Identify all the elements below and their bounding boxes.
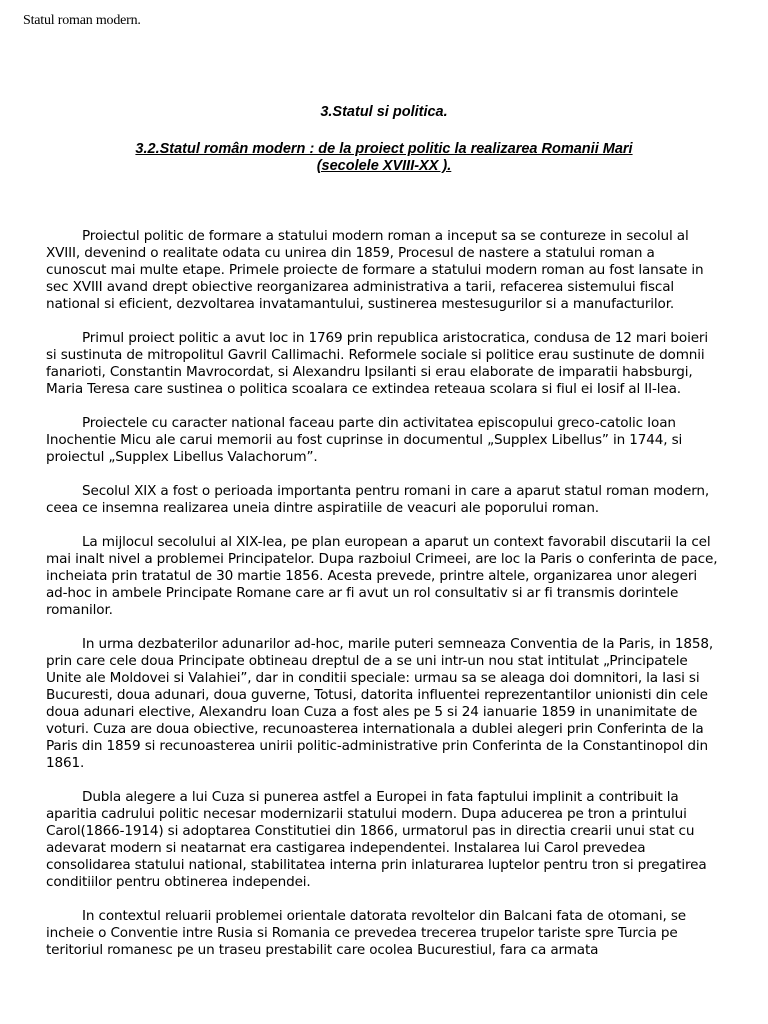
paragraph-3: Proiectele cu caracter national faceau parte din activitatea episcopului greco-catolic Ioan Inochentie Micu ale carui memorii au fost cuprinse in documentul „Supplex Libellus” in 1744, si proiectul „Supplex Libellus Valachorum”.: [46, 415, 683, 465]
paragraph-7: Dubla alegere a lui Cuza si punerea astfel a Europei in fata faptului implinit a contribuit la aparitia cadrului politic necesar modernizarii statului modern. Dupa aducerea pe tron a printului Carol(1866-1914) si adoptarea Constitutiei din 1866, urmatorul pas in directia crearii unui stat cu adevarat modern si neatarnat era castigarea independentei. Instalarea lui Carol prevedea consolidarea statului national, stabilitatea interna prin inlaturarea luptelor pentru tron si pregatirea conditiilor pentru obtinerea independei.: [46, 789, 707, 890]
paragraph-4: Secolul XIX a fost o perioada importanta pentru romani in care a aparut statul roman modern, ceea ce insemna realizarea uneia dintre aspiratiile de veacuri ale poporului roman.: [46, 483, 710, 516]
section-heading-line2: (secolele XVIII-XX ).: [316, 158, 452, 174]
document-header: Statul roman modern.: [23, 13, 141, 28]
paragraph-6: In urma dezbaterilor adunarilor ad-hoc, marile puteri semneaza Conventia de la Paris, in 1858, prin care cele doua Principate obtineau dreptul de a se uni intr-un nou stat intitulat „Principatele Unite ale Moldovei si Valahiei”, dar in conditii speciale: urmau sa se aleaga doi domnitori, la Iasi si Bucuresti, doua adunari, doua guverne, Totusi, datorita influentei reprezentantilor unionisti din cele doua adunari elective, Alexandru Ioan Cuza a fost ales pe 5 si 24 ianuarie 1859 in unanimitate de voturi. Cuza are doua obiective, recunoasterea internationala a dublei alegeri prin Conferinta de la Paris din 1859 si recunoasterea unirii politic-administrative prin Conferinta de la Constantinopol din 1861.: [46, 636, 714, 771]
section-heading: [0, 141, 768, 175]
body-text: [46, 228, 718, 976]
chapter-heading: 3.Statul si politica.: [320, 104, 448, 120]
paragraph-8: In contextul reluarii problemei orientale datorata revoltelor din Balcani fata de otomani, se incheie o Conventie intre Rusia si Romania ce prevedea trecerea trupelor tariste spre Turcia pe teritoriul romanesc pe un traseu prestabilit care ocolea Bucurestiul, fara ca armata: [46, 908, 686, 958]
paragraph-2: Primul proiect politic a avut loc in 1769 prin republica aristocratica, condusa de 12 mari boieri si sustinuta de mitropolitul Gavril Callimachi. Reformele sociale si politice erau sustinute de domnii fanarioti, Constantin Mavrocordat, si Alexandru Ipsilanti si erau elaborate de imparatii habsburgi, Maria Teresa care sustinea o politica scoalara ce extindea reteaua scolara si fiul ei Iosif al II-lea.: [46, 330, 708, 397]
paragraph-5: La mijlocul secolului al XIX-lea, pe plan european a aparut un context favorabil discutarii la cel mai inalt nivel a problemei Principatelor. Dupa razboiul Crimeei, are loc la Paris o conferinta de pace, incheiata prin tratatul de 30 martie 1856. Acesta prevede, printre altele, organizarea unor alegeri ad-hoc in ambele Principate Romane care ar fi avut un rol consultativ si ar fi transmis dorintele romanilor.: [46, 534, 718, 618]
section-heading-line1: 3.2.Statul român modern : de la proiect politic la realizarea Romanii Mari: [135, 141, 633, 157]
paragraph-1: Proiectul politic de formare a statului modern roman a inceput sa se contureze in secolul al XVIII, devenind o realitate odata cu unirea din 1859, Procesul de nastere a statului roman a cunoscut mai multe etape. Primele proiecte de formare a statului modern roman au fost lansate in sec XVIII avand drept obiective reorganizarea administrativa a tarii, refacerea sistemului fiscal national si eficient, dezvoltarea invatamantului, sustinerea mestesugurilor si a manufacturilor.: [46, 228, 704, 312]
